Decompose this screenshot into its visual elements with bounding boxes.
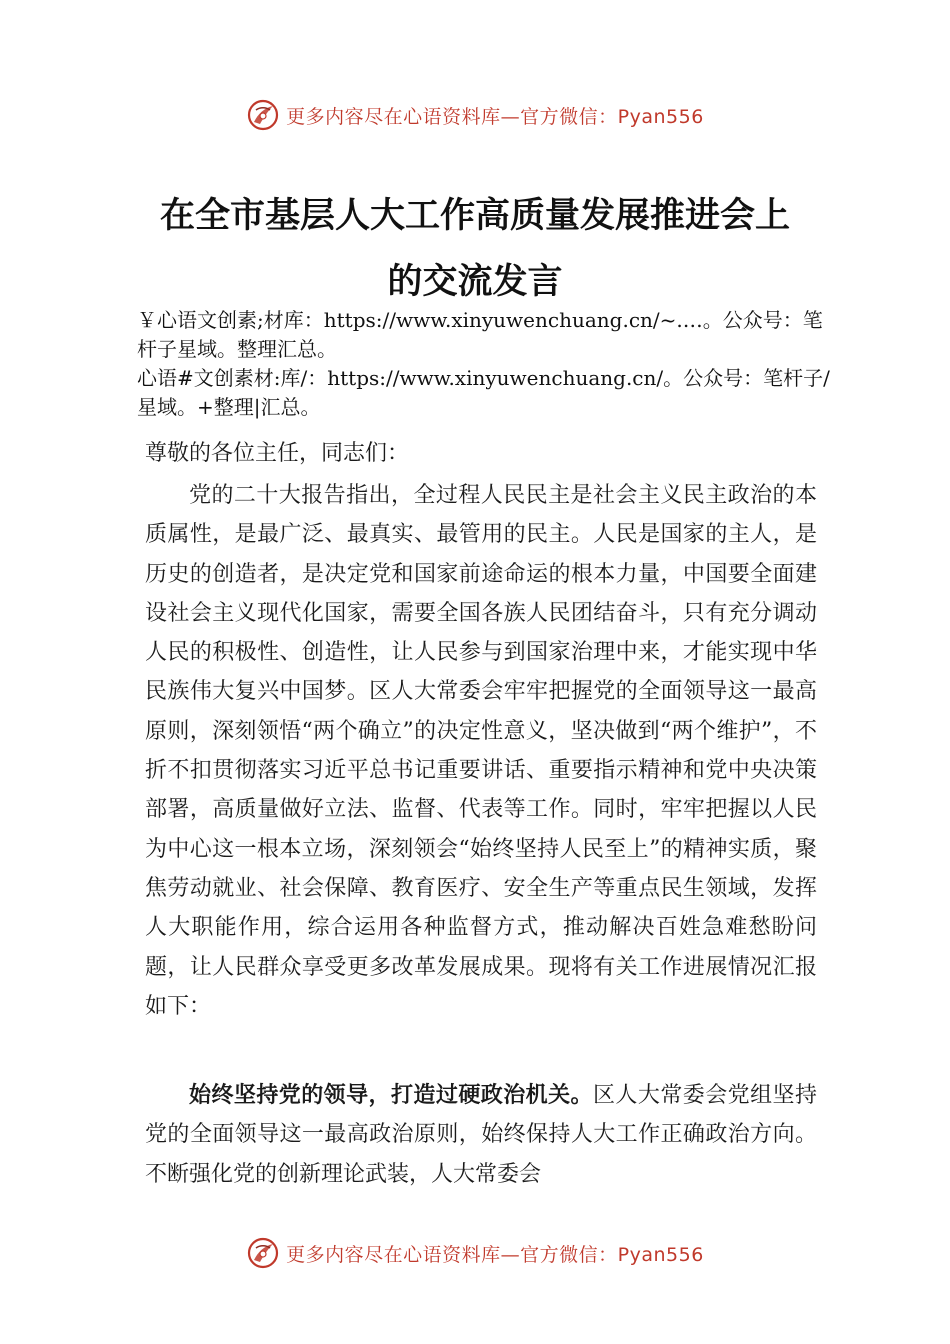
paragraph-2-text: 区人大常委会党组坚持党的全面领导这一最高政治原则，始终保持人大工作正确政治方向。不断强化党的创新理论武装，人大常委会 [145,1083,817,1187]
banner-text: 更多内容尽在心语资料库—官方微信：Pyan556 [286,1243,704,1266]
document-title-line-1: 在全市基层人大工作高质量发展推进会上 [159,195,790,236]
header-banner [0,95,950,135]
brand-logo-icon [246,98,280,132]
wechat-account: Pyan556 [617,1243,704,1266]
paragraph-2-lead: 始终坚持党的领导，打造过硬政治机关。 [189,1083,593,1108]
footer-banner [0,1233,950,1273]
greeting: 尊敬的各位主任，同志们： [145,441,410,466]
paragraph-1: 党的二十大报告指出，全过程人民民主是社会主义民主政治的本质属性，是最广泛、最真实、最管用的民主。人民是国家的主人，是历史的创造者，是决定党和国家前途命运的根本力量，中国要全面建设社会主义现代化国家，需要全国各族人民团结奋斗，只有充分调动人民的积极性、创造性，让人民参与到国家治理中来，才能实现中华民族伟大复兴中国梦。区人大常委会牢牢把握党的全面领导这一最高原则，深刻领悟“两个确立”的决定性意义，坚决做到“两个维护”，不折不扣贯彻落实习近平总书记重要讲话、重要指示精神和党中央决策部署，高质量做好立法、监督、代表等工作。同时，牢牢把握以人民为中心这一根本立场，深刻领会“始终坚持人民至上”的精神实质，聚焦劳动就业、社会保障、教育医疗、安全生产等重点民生领域，发挥人大职能作用，综合运用各种监督方式，推动解决百姓急难愁盼问题，让人民群众享受更多改革发展成果。现将有关工作进展情况汇报如下： [145,483,817,1019]
source-note-1: ￥心语文创素;材库：https://www.xinyuwenchuang.cn/~.…。公众号：笔杆子星域。整理汇总。 [137,308,823,361]
source-note-2: 心语#文创素材:库/：https://www.xinyuwenchuang.cn/。公众号：笔杆子/星域。+整理|汇总。 [137,366,830,419]
brand-logo-icon [246,1236,280,1270]
document-title-line-2: 的交流发言 [387,261,563,302]
banner-text: 更多内容尽在心语资料库—官方微信：Pyan556 [286,105,704,128]
paragraph-2 [145,1076,817,1194]
wechat-account: Pyan556 [617,105,704,128]
